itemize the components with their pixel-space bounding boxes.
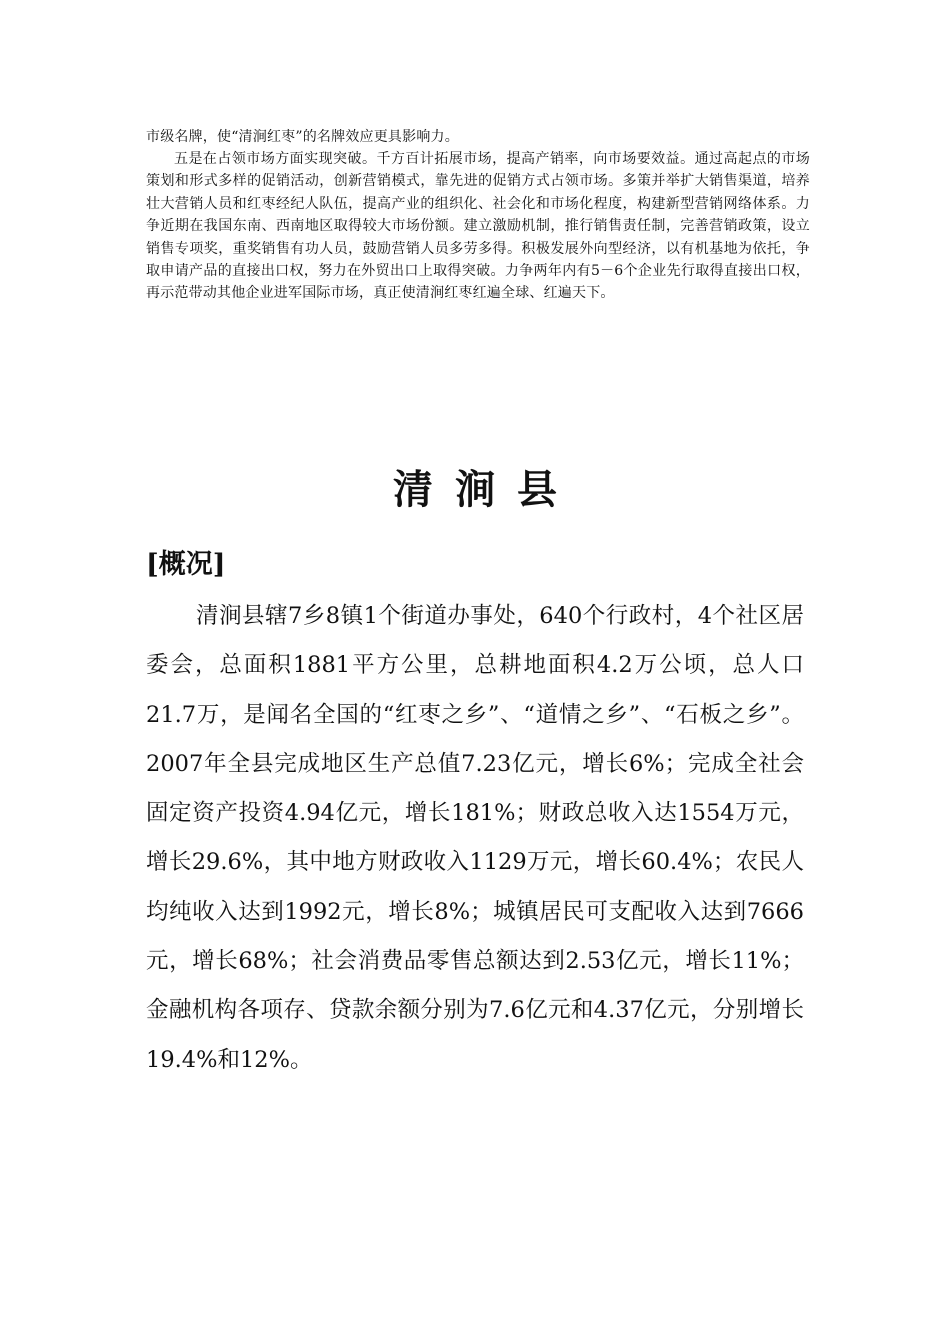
page-title: 清涧县	[393, 466, 579, 513]
intro-tail-paragraph	[146, 126, 810, 148]
section-heading-overview: [概况]	[146, 549, 226, 580]
fifth-point-text: 五是在占领市场方面实现突破。千方百计拓展市场，提高产销率，向市场要效益。通过高起点的市场策划和形式多样的促销活动，创新营销模式，靠先进的促销方式占领市场。多策并举扩大销售渠道，培养壮大营销人员和红枣经纪人队伍，提高产业的组织化、社会化和市场化程度，构建新型营销网络体系。力争近期在我国东南、西南地区取得较大市场份额。建立激励机制，推行销售责任制，完善营销政策，设立销售专项奖，重奖销售有功人员，鼓励营销人员多劳多得。积极发展外向型经济，以有机基地为依托，争取申请产品的直接出口权，努力在外贸出口上取得突破。力争两年内有5－6个企业先行取得直接出口权，再示范带动其他企业进军国际市场，真正使清涧红枣红遍全球、红遍天下。	[146, 151, 810, 302]
intro-tail-text: 市级名牌，使“清涧红枣”的名牌效应更具影响力。	[146, 129, 459, 145]
fifth-point-paragraph	[146, 148, 810, 305]
overview-paragraph: 清涧县辖7乡8镇1个街道办事处，640个行政村，4个社区居委会，总面积1881平方公里，总耕地面积4.2万公顷，总人口21.7万，是闻名全国的“红枣之乡”、“道情之乡”、“石板之乡”。2007年全县完成地区生产总值7.23亿元，增长6%；完成全社会固定资产投资4.94亿元，增长181%；财政总收入达1554万元，增长29.6%，其中地方财政收入1129万元，增长60.4%；农民人均纯收入达到1992元，增长8%；城镇居民可支配收入达到7666元，增长68%；社会消费品零售总额达到2.53亿元，增长11%；金融机构各项存、贷款余额分别为7.6亿元和4.37亿元，分别增长19.4%和12%。	[146, 603, 804, 1073]
